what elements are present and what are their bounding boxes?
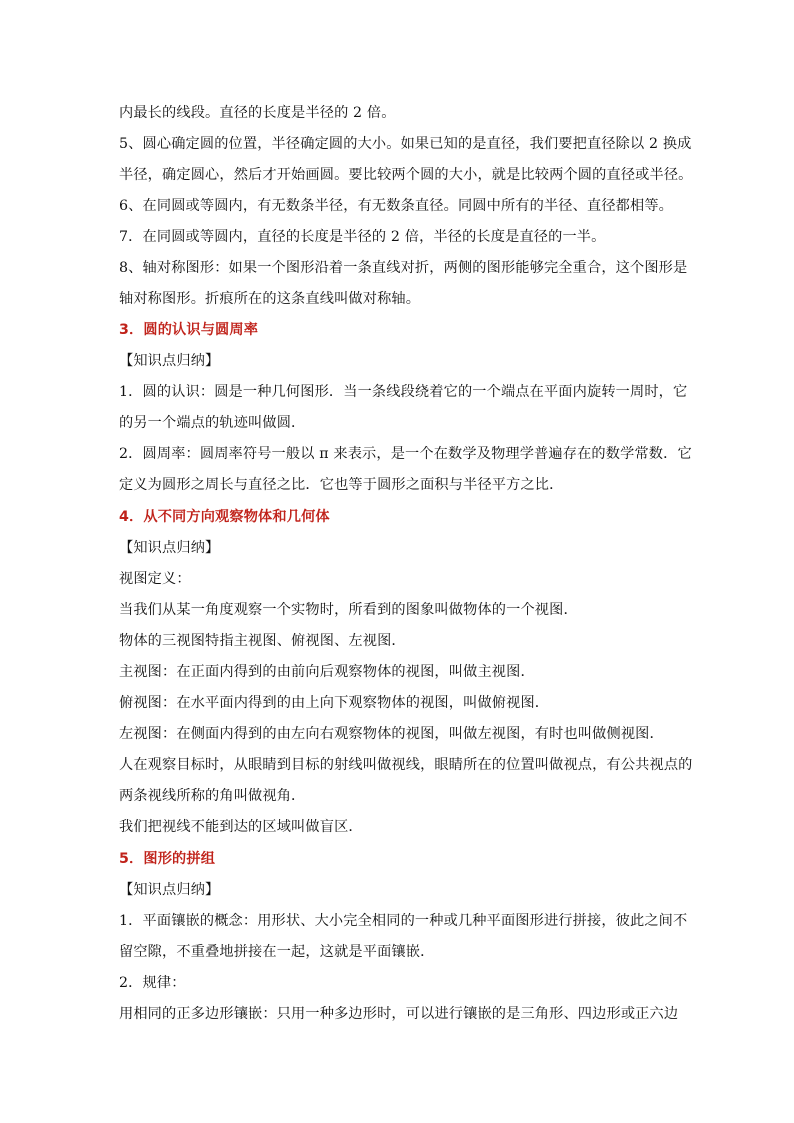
text-line: 2．圆周率：圆周率符号一般以 π 来表示，是一个在数学及物理学普遍存在的数学常数．它 (119, 446, 692, 462)
text-line: 留空隙，不重叠地拼接在一起，这就是平面镶嵌． (119, 944, 435, 960)
text-line: 5、圆心确定圆的位置，半径确定圆的大小。如果已知的是直径，我们要把直径除以 2 换成 (119, 136, 692, 152)
text-line: 内最长的线段。直径的长度是半径的 2 倍。 (119, 105, 396, 121)
subsection-label: 【知识点归纳】 (119, 353, 220, 369)
text-line: 物体的三视图特指主视图、俯视图、左视图． (119, 633, 406, 649)
text-line: 定义为圆形之周长与直径之比．它也等于圆形之面积与半径平方之比． (119, 477, 564, 493)
text-line: 视图定义： (119, 571, 191, 587)
text-line: 的另一个端点的轨迹叫做圆． (119, 415, 306, 431)
subsection-label: 【知识点归纳】 (119, 540, 220, 556)
section-heading: 5．图形的拼组 (119, 851, 216, 867)
text-line: 1．圆的认识：圆是一种几何图形．当一条线段绕着它的一个端点在平面内旋转一周时，它 (119, 384, 688, 400)
text-line: 1．平面镶嵌的概念：用形状、大小完全相同的一种或几种平面图形进行拼接，彼此之间不 (119, 913, 688, 929)
subsection-label: 【知识点归纳】 (119, 882, 220, 898)
text-line: 用相同的正多边形镶嵌：只用一种多边形时，可以进行镶嵌的是三角形、四边形或正六边 (119, 1006, 679, 1022)
text-line: 主视图：在正面内得到的由前向后观察物体的视图，叫做主视图． (119, 664, 535, 680)
text-line: 人在观察目标时，从眼睛到目标的射线叫做视线，眼睛所在的位置叫做视点，有公共视点的 (119, 757, 693, 773)
text-line: 轴对称图形。折痕所在的这条直线叫做对称轴。 (119, 291, 421, 307)
section-heading: 3．圆的认识与圆周率 (119, 322, 259, 338)
text-line: 2．规律： (119, 975, 186, 991)
text-line: 半径，确定圆心，然后才开始画圆。要比较两个圆的大小，就是比较两个圆的直径或半径。 (119, 167, 693, 183)
section-heading: 4．从不同方向观察物体和几何体 (119, 509, 330, 525)
text-line: 7．在同圆或等圆内，直径的长度是半径的 2 倍，半径的长度是直径的一半。 (119, 229, 606, 245)
text-line: 8、轴对称图形：如果一个图形沿着一条直线对折，两侧的图形能够完全重合，这个图形是 (119, 260, 688, 276)
text-line: 俯视图：在水平面内得到的由上向下观察物体的视图，叫做俯视图． (119, 695, 550, 711)
text-line: 6、在同圆或等圆内，有无数条半径，有无数条直径。同圆中所有的半径、直径都相等。 (119, 198, 674, 214)
text-line: 两条视线所称的角叫做视角． (119, 788, 306, 804)
text-line: 我们把视线不能到达的区域叫做盲区． (119, 819, 363, 835)
text-line: 左视图：在侧面内得到的由左向右观察物体的视图，叫做左视图，有时也叫做侧视图． (119, 726, 664, 742)
text-line: 当我们从某一角度观察一个实物时，所看到的图象叫做物体的一个视图． (119, 602, 578, 618)
